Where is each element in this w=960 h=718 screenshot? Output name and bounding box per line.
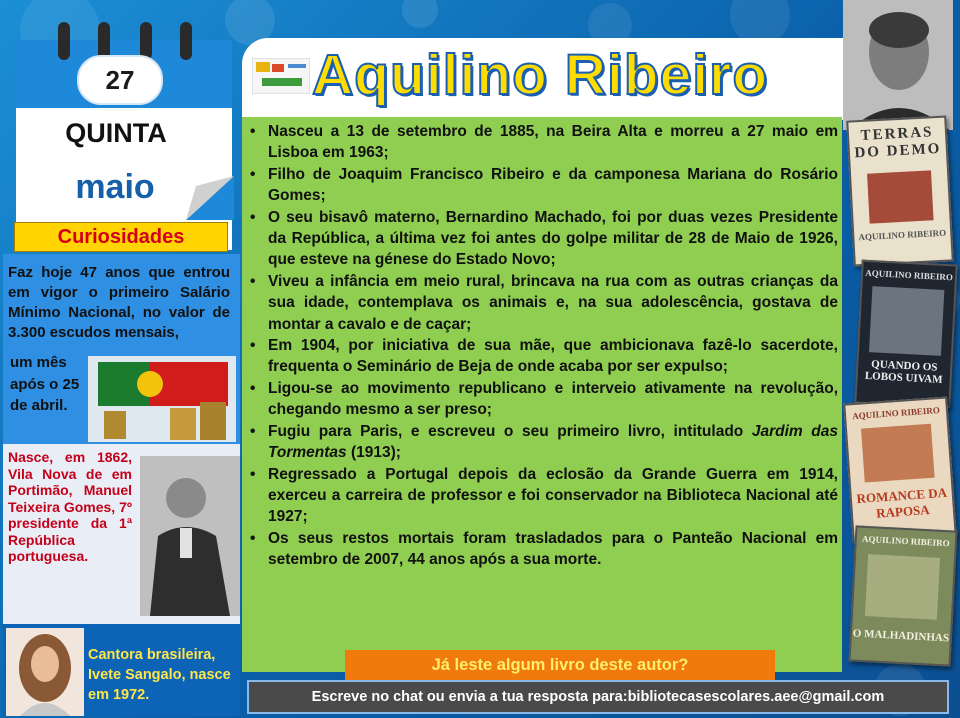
bullet-icon: • [250, 208, 256, 226]
question-banner: Já leste algum livro deste autor? [345, 650, 775, 680]
bullet-icon: • [250, 379, 256, 397]
bullet-icon: • [250, 422, 256, 440]
list-item: • Em 1904, por iniciativa de sua mãe, que ambicionava fazê-lo sacerdote, frequenta o Seminário de Beja de onde acaba por ser expulso; [250, 337, 838, 376]
calendar-ring-icon [58, 22, 70, 60]
curiosity-text-1: Faz hoje 47 anos que entrou em vigor o primeiro Salário Mínimo Nacional, no valor de 3.300 escudos mensais, [8, 264, 230, 341]
list-item: • O seu bisavô materno, Bernardino Machado, foi por duas vezes Presidente da República, a última vez foi antes do golpe militar de 28 de Maio de 1926, que esteve na génese do Estado Novo; [250, 208, 838, 269]
author-portrait [843, 0, 953, 130]
contact-footer: Escreve no chat ou envia a tua resposta para:bibliotecasescolares.aee@gmail.com [247, 680, 949, 714]
biography-list [250, 121, 838, 571]
calendar-month: maio [75, 168, 155, 206]
book-cover-terras-do-demo: TERRAS DO DEMO AQUILINO RIBEIRO [846, 115, 954, 266]
curiosity-text-3: Cantora brasileira, Ivete Sangalo, nasce em 1972. [88, 647, 231, 703]
calendar-day: 27 [77, 55, 163, 105]
list-item: • Nasceu a 13 de setembro de 1885, na Beira Alta e morreu a 27 maio em Lisboa em 1963; [250, 123, 838, 162]
bullet-icon: • [250, 529, 256, 547]
book-cover-quando-os-lobos-uivam: AQUILINO RIBEIRO QUANDO OS LOBOS UIVAM [854, 260, 957, 409]
ivete-sangalo-photo [6, 628, 84, 716]
bullet-icon: • [250, 465, 256, 483]
book-cover-romance-da-raposa: AQUILINO RIBEIRO ROMANCE DA RAPOSA [843, 397, 957, 544]
list-item: • Viveu a infância em meio rural, brincava na rua com as outras crianças da sua idade, contemplava os animais e, na sua adolescência, gostava de montar a cavalo e de caçar; [250, 272, 838, 333]
book-cover-o-malhadinhas: AQUILINO RIBEIRO O MALHADINHAS [849, 525, 958, 666]
curiosities-label: Curiosidades [14, 222, 228, 252]
calendar-weekday: QUINTA [65, 118, 167, 148]
bullet-icon: • [250, 123, 256, 140]
list-item: • Ligou-se ao movimento republicano e interveio ativamente na revolução, chegando mesmo a ser preso; [250, 379, 838, 419]
flag-coins-image [88, 356, 236, 442]
list-item: • Filho de Joaquim Francisco Ribeiro e da camponesa Mariana do Rosário Gomes; [250, 165, 838, 205]
page-curl-icon [186, 176, 234, 220]
list-item: • Fugiu para Paris, e escreveu o seu primeiro livro, intitulado Jardim das Tormentas (1913); [250, 422, 838, 462]
list-item: • Regressado a Portugal depois da eclosão da Grande Guerra em 1914, exerceu a carreira de professor e foi conservador na Biblioteca Nacional até 1927; [250, 465, 838, 526]
curiosity-text-1-cont: um mês após o 25 de abril. [10, 354, 80, 414]
teixeira-gomes-photo [140, 456, 240, 616]
bullet-icon: • [250, 337, 256, 355]
bullet-icon: • [250, 165, 256, 183]
page-title: Aquilino Ribeiro [312, 43, 769, 107]
library-logo [252, 58, 310, 94]
list-item: • Os seus restos mortais foram trasladados para o Panteão Nacional em setembro de 2007, 44 anos após a sua morte. [250, 529, 838, 569]
calendar-ring-icon [180, 22, 192, 60]
curiosity-text-2: Nasce, em 1862, Vila Nova de em Portimão, Manuel Teixeira Gomes, 7º presidente da 1ª República portuguesa. [8, 449, 132, 564]
bullet-icon: • [250, 272, 256, 290]
